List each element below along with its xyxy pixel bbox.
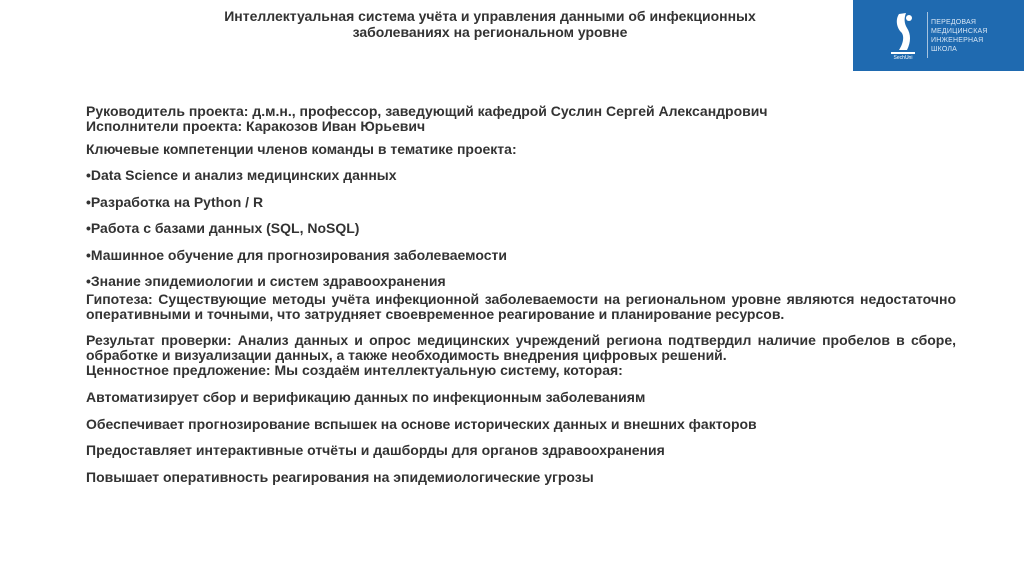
- slide-title: [190, 8, 790, 40]
- list-item: •Разработка на Python / R: [86, 193, 264, 210]
- list-item: Предоставляет интерактивные отчёты и дашборды для органов здравоохранения: [86, 442, 665, 458]
- competencies-heading: Ключевые компетенции членов команды в тематике проекта:: [86, 141, 517, 157]
- emblem-caption: SechUni: [893, 55, 913, 60]
- features-list: [86, 390, 956, 496]
- project-executors: Исполнители проекта: Каракозов Иван Юрьевич: [86, 118, 426, 134]
- result-paragraph: Результат проверки: Анализ данных и опрос медицинских учреждений региона подтвердил наличие пробелов в сборе, обработке и визуализации данных, а также необходимость внедрения цифровых решений.: [86, 332, 956, 363]
- list-item: •Data Science и анализ медицинских данных: [86, 167, 397, 183]
- list-item: Повышает оперативность реагирования на эпидемиологические угрозы: [86, 468, 594, 485]
- list-item: Обеспечивает прогнозирование вспышек на основе исторических данных и внешних факторов: [86, 415, 757, 432]
- logo-divider: [927, 12, 928, 58]
- logo-text: [931, 18, 988, 54]
- project-lead: Руководитель проекта: д.м.н., профессор, заведующий кафедрой Суслин Сергей Александрович: [86, 103, 768, 119]
- list-item: •Знание эпидемиологии и систем здравоохранения: [86, 273, 446, 289]
- value-proposition: Ценностное предложение: Мы создаём интеллектуальную систему, которая:: [86, 362, 623, 378]
- slide-body: [86, 104, 956, 496]
- logo-text-line: ШКОЛА: [931, 46, 958, 53]
- logo-text-line: МЕДИЦИНСКАЯ: [931, 28, 988, 35]
- list-item: •Работа с базами данных (SQL, NoSQL): [86, 220, 360, 236]
- list-item: Автоматизирует сбор и верификацию данных по инфекционным заболеваниям: [86, 389, 646, 405]
- slide-title-line-1: Интеллектуальная система учёта и управления данными об инфекционных: [224, 8, 756, 24]
- school-logo: [853, 0, 1024, 71]
- competencies-list: [86, 168, 956, 289]
- school-emblem-icon: [885, 10, 921, 60]
- logo-text-line: ПЕРЕДОВАЯ: [931, 19, 977, 26]
- logo-text-line: ИНЖЕНЕРНАЯ: [931, 37, 984, 44]
- hypothesis-paragraph: Гипотеза: Существующие методы учёта инфекционной заболеваемости на региональном уровне являются недостаточно оперативными и точными, что затрудняет своевременное реагирование и планирование ресурсов.: [86, 291, 956, 322]
- slide-title-line-2: заболеваниях на региональном уровне: [352, 24, 628, 40]
- list-item: •Машинное обучение для прогнозирования заболеваемости: [86, 246, 507, 263]
